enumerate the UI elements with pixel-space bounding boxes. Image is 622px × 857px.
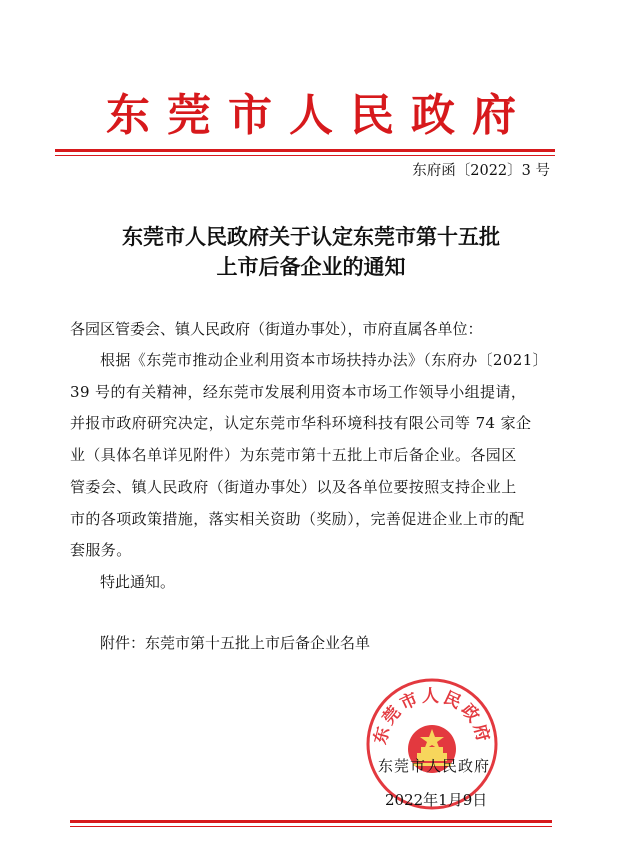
- footer-rule-thin: [70, 826, 552, 827]
- body-line: 业（具体名单详见附件）为东莞市第十五批上市后备企业。各园区: [70, 446, 517, 465]
- attachment-note: 附件：东莞市第十五批上市后备企业名单: [100, 634, 371, 652]
- body-line: 市的各项政策措施，落实相关资助（奖励），完善促进企业上市的配: [70, 509, 525, 528]
- masthead-rule-thick: [55, 149, 555, 152]
- document-title-line-2: 上市后备企业的通知: [216, 255, 406, 279]
- masthead-rule-thin: [55, 155, 555, 156]
- body-line: 套服务。: [70, 541, 132, 560]
- body-line: 根据《东莞市推动企业利用资本市场扶持办法》（东府办〔2021〕: [100, 351, 549, 369]
- body-line: 管委会、镇人民政府（街道办事处）以及各单位要按照支持企业上: [70, 477, 517, 496]
- closing-remark: 特此通知。: [100, 573, 176, 591]
- salutation: 各园区管委会、镇人民政府（街道办事处），市府直属各单位：: [70, 320, 483, 338]
- sender-name: 东莞市人民政府: [378, 757, 491, 775]
- seal-text: 东莞市人民政府: [370, 686, 494, 747]
- document-title-line-1: 东莞市人民政府关于认定东莞市第十五批: [122, 225, 500, 249]
- body-line: 并报市政府研究决定，认定东莞市华科环境科技有限公司等 74 家企: [70, 414, 532, 433]
- document-number: 东府函〔2022〕3 号: [412, 163, 550, 179]
- issue-date: 2022年1月9日: [385, 791, 488, 809]
- body-line: 39 号的有关精神，经东莞市发展利用资本市场工作领导小组提请，: [70, 382, 527, 401]
- masthead: 东莞市人民政府: [106, 90, 533, 141]
- body-paragraph: [70, 345, 552, 567]
- footer-rule-thick: [70, 820, 552, 823]
